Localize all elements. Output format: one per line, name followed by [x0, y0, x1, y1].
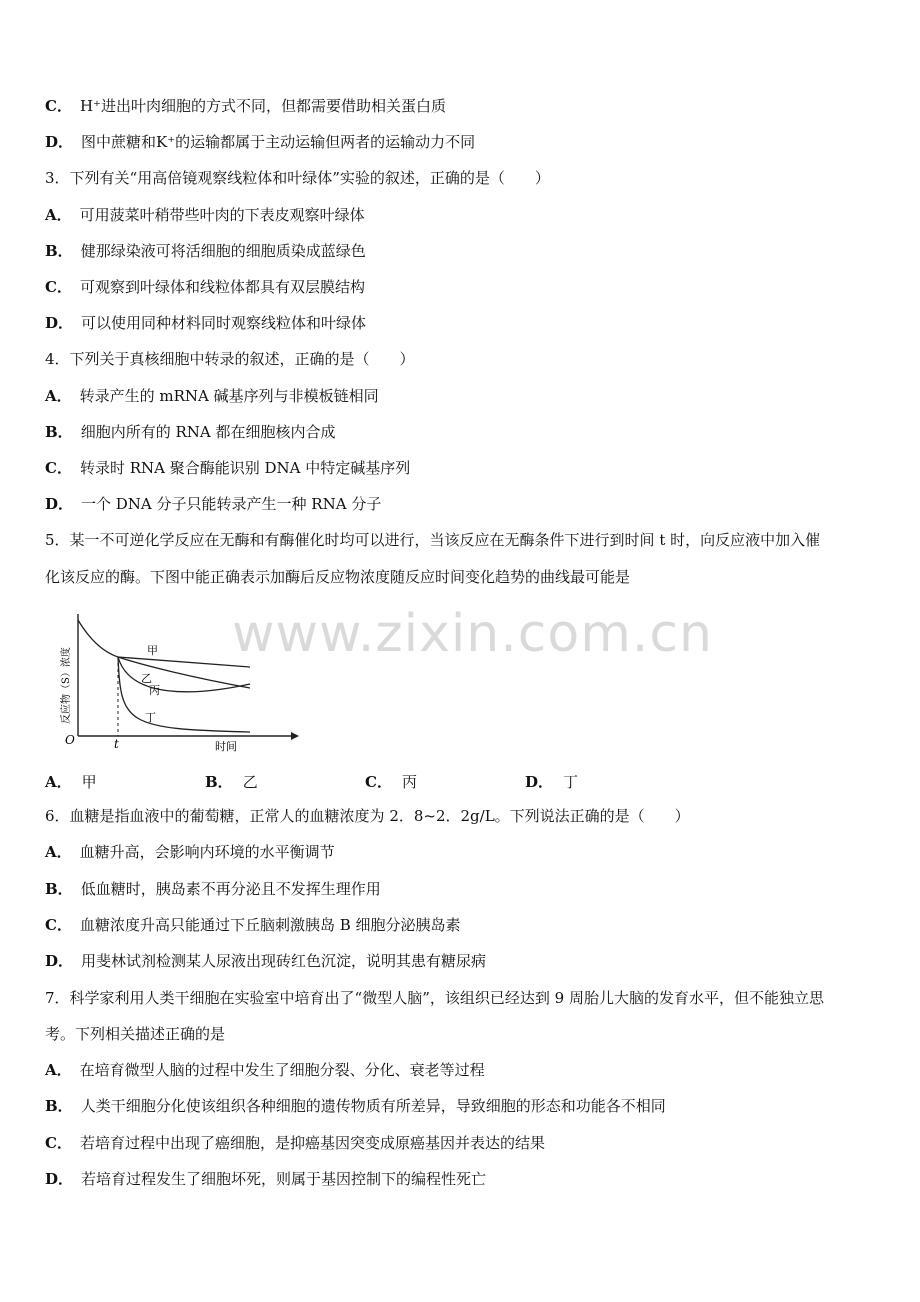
- option-text: 低血糖时，胰岛素不再分泌且不发挥生理作用: [80, 879, 381, 898]
- option-text: 血糖浓度升高只能通过下丘脑刺激胰岛 B 细胞分泌胰岛素: [79, 915, 461, 934]
- answer-option-text: 丁: [563, 773, 579, 791]
- origin-label: O: [65, 733, 75, 747]
- option-label: D．: [45, 952, 74, 971]
- option-line: [45, 386, 379, 406]
- option-line: [45, 313, 366, 333]
- option-label: D．: [45, 314, 74, 333]
- question-line: [45, 168, 550, 188]
- option-label: B．: [45, 422, 73, 441]
- x-axis-label: 时间: [215, 740, 237, 753]
- option-label: A．: [45, 1061, 72, 1080]
- question-text: 化该反应的酶。下图中能正确表示加酶后反应物浓度随反应时间变化趋势的曲线最可能是: [45, 567, 631, 586]
- answer-option-b: [205, 772, 258, 792]
- x-axis-arrow: [291, 732, 299, 740]
- option-text: 可用菠菜叶稍带些叶肉的下表皮观察叶绿体: [79, 205, 365, 224]
- option-label: B．: [45, 879, 73, 898]
- answer-option-c: [365, 772, 417, 792]
- answer-option-label: A．: [45, 773, 72, 791]
- curve-label-bing: 丙: [149, 684, 160, 697]
- option-text: 转录时 RNA 聚合酶能识别 DNA 中特定碱基序列: [79, 459, 411, 477]
- option-label: D．: [45, 495, 74, 514]
- option-text: 转录产生的 mRNA 碱基序列与非模板链相同: [79, 386, 379, 405]
- curve-ding: [118, 657, 250, 732]
- option-text: 用斐林试剂检测某人尿液出现砖红色沉淀，说明其患有糖尿病: [81, 952, 487, 971]
- option-label: A．: [45, 205, 72, 224]
- question-text: 5．某一不可逆化学反应在无酶和有酶催化时均可以进行，当该反应在无酶条件下进行到时间 t 时，向反应液中加入催: [45, 531, 821, 550]
- option-text: 一个 DNA 分子只能转录产生一种 RNA 分子: [81, 495, 382, 514]
- question-text: 7．科学家利用人类干细胞在实验室中培育出了“微型人脑”，该组织已经达到 9 周胎儿大脑的发育水平，但不能独立思: [45, 988, 824, 1007]
- option-line: [45, 96, 446, 116]
- question-text: 3．下列有关“用高倍镜观察线粒体和叶绿体”实验的叙述，正确的是（ ）: [45, 169, 550, 188]
- answer-option-label: B．: [205, 773, 233, 791]
- option-line: [45, 1133, 545, 1153]
- option-line: [45, 277, 365, 297]
- question-line: [45, 988, 824, 1008]
- question-line: [45, 567, 630, 587]
- y-axis-label: 反应物（S）浓度: [61, 647, 72, 724]
- answer-option-text: 丙: [401, 773, 417, 791]
- answer-option-label: C．: [365, 773, 392, 791]
- option-text: 可以使用同种材料同时观察线粒体和叶绿体: [81, 314, 367, 333]
- curve-jia: [118, 657, 250, 667]
- answer-option-text: 甲: [81, 773, 97, 791]
- option-label: A．: [45, 386, 72, 405]
- option-line: [45, 458, 410, 478]
- option-line: [45, 1096, 666, 1116]
- question-line: [45, 530, 820, 550]
- option-text: 健那绿染液可将活细胞的细胞质染成蓝绿色: [80, 241, 366, 260]
- option-text: 若培育过程中出现了癌细胞，是抑癌基因突变成原癌基因并表达的结果: [79, 1133, 545, 1152]
- option-label: D．: [45, 1170, 74, 1188]
- option-label: B．: [45, 1097, 73, 1116]
- option-label: A．: [45, 843, 72, 862]
- watermark: www.zixin.com.cn: [232, 604, 713, 664]
- option-text: 血糖升高，会影响内环境的水平衡调节: [79, 843, 335, 862]
- option-line: [45, 842, 335, 862]
- curve-before-t: [78, 620, 118, 657]
- option-label: B．: [45, 241, 73, 260]
- option-line: [45, 1169, 486, 1189]
- option-line: [45, 879, 381, 899]
- question-text: 考。下列相关描述正确的是: [45, 1024, 226, 1043]
- option-text: 人类干细胞分化使该组织各种细胞的遗传物质有所差异，导致细胞的形态和功能各不相同: [80, 1097, 666, 1116]
- option-line: [45, 951, 486, 971]
- t-label: t: [114, 737, 119, 751]
- option-label: C．: [45, 97, 72, 115]
- option-line: [45, 422, 335, 442]
- option-text: 细胞内所有的 RNA 都在细胞核内合成: [80, 422, 336, 441]
- option-text: H⁺进出叶肉细胞的方式不同，但都需要借助相关蛋白质: [79, 97, 446, 115]
- question-text: 4．下列关于真核细胞中转录的叙述，正确的是（ ）: [45, 350, 415, 369]
- question-line: [45, 1024, 225, 1044]
- curve-label-ding: 丁: [145, 711, 156, 724]
- option-line: [45, 915, 461, 935]
- option-label: C．: [45, 278, 72, 296]
- option-line: [45, 494, 381, 514]
- option-text: 图中蔗糖和K⁺的运输都属于主动运输但两者的运输动力不同: [81, 133, 476, 152]
- option-text: 在培育微型人脑的过程中发生了细胞分裂、分化、衰老等过程: [79, 1061, 485, 1080]
- answer-option-label: D．: [525, 773, 554, 791]
- answer-option-d: [525, 772, 578, 792]
- option-text: 可观察到叶绿体和线粒体都具有双层膜结构: [79, 278, 365, 296]
- option-line: [45, 205, 365, 225]
- option-label: C．: [45, 1133, 72, 1152]
- question-line: [45, 349, 415, 369]
- curve-label-jia: 甲: [147, 644, 158, 657]
- option-line: [45, 1060, 485, 1080]
- option-label: C．: [45, 915, 72, 934]
- question-text: 6．血糖是指血液中的葡萄糖，正常人的血糖浓度为 2．8~2．2g/L。下列说法正确的是（ ）: [45, 807, 690, 825]
- curve-label-yi: 乙: [141, 672, 152, 685]
- option-text: 若培育过程发生了细胞坏死，则属于基因控制下的编程性死亡: [81, 1170, 487, 1188]
- option-line: [45, 241, 366, 261]
- question-line: [45, 806, 690, 826]
- answer-option-text: 乙: [242, 773, 258, 791]
- option-label: D．: [45, 133, 74, 152]
- answer-option-a: [45, 772, 97, 792]
- option-line: [45, 132, 475, 152]
- option-label: C．: [45, 459, 72, 477]
